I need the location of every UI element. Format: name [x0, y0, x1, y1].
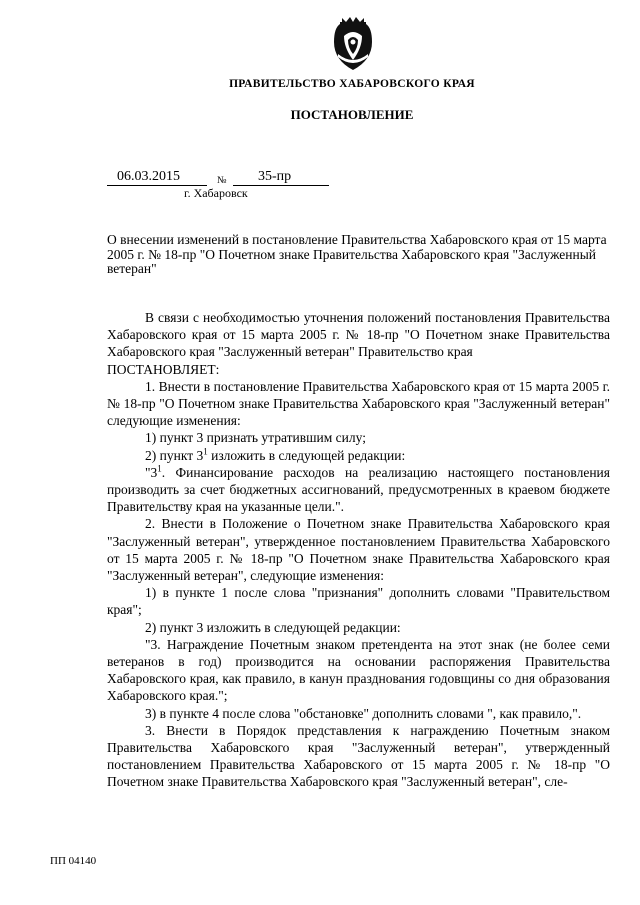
document-date: 06.03.2015 — [117, 169, 180, 184]
paragraph-2-item-2: 2) пункт 3 изложить в следующей редакции: — [145, 619, 401, 635]
document-subject: О внесении изменений в постановление Правительства Хабаровского края от 15 марта 2005 г. № 18-пр "О Почетном знаке Правительства Хабаровского края "Заслуженный ветеран" — [107, 232, 607, 276]
document-number: 35-пр — [258, 169, 292, 184]
paragraph-3: 3. Внести в Порядок представления к награждению Почетным знаком Правительства Хабаровского края "Заслуженный ветеран", утвержденный постановлением Правительства Хабаровского от 15 марта 2005 г. № 18-пр "О Почетном знаке Правительства Хабаровского края "Заслуженный ветеран", сле- — [107, 722, 610, 790]
coat-of-arms-emblem — [328, 14, 378, 74]
paragraph-1-quote: "$3^1$. Финансирование расходов на реализацию настоящего постановления производить за счет бюджетных ассигнований, предусмотренных в краевом бюджете Правительству края на указанные цели.". — [107, 463, 610, 515]
paragraph-2-quote: "3. Награждение Почетным знаком претендента на этот знак (не более семи ветеранов в год) производится на основании распоряжения Правительства Хабаровского края, как правило, в канун празднования годовщины со дня образования Хабаровского края."; — [107, 636, 610, 704]
city-label: г. Хабаровск — [184, 186, 248, 200]
number-field — [233, 169, 329, 186]
paragraph-1: 1. Внести в постановление Правительства Хабаровского края от 15 марта 2005 г. № 18-пр "О Почетном знаке Правительства Хабаровского края "Заслуженный ветеран" следующие изменения: — [107, 378, 610, 429]
resolves-heading: ПОСТАНОВЛЯЕТ: — [107, 361, 220, 377]
document-type: ПОСТАНОВЛЕНИЕ — [290, 107, 414, 122]
document-body — [107, 309, 610, 791]
document-code: ПП 04140 — [50, 855, 97, 867]
government-title: ПРАВИТЕЛЬСТВО ХАБАРОВСКОГО КРАЯ — [229, 78, 475, 90]
paragraph-1-item-1: 1) пункт 3 признать утратившим силу; — [145, 430, 366, 446]
paragraph-2-item-3: 3) в пункте 4 после слова "обстановке" дополнить словами ", как правило,". — [145, 705, 582, 721]
intro-paragraph: В связи с необходимостью уточнения положений постановления Правительства Хабаровского края от 15 марта 2005 г. № 18-пр "О Почетном знаке Правительства Хабаровского края "Заслуженный ветеран" Правительство края — [107, 310, 610, 360]
paragraph-1-item-2: 2) пункт $3^1$ изложить в следующей редакции: — [145, 446, 406, 463]
number-sign: № — [217, 175, 227, 186]
paragraph-2-item-1: 1) в пункте 1 после слова "признания" дополнить словами "Правительством края"; — [107, 585, 610, 618]
date-field — [107, 169, 207, 186]
paragraph-2: 2. Внести в Положение о Почетном знаке Правительства Хабаровского края "Заслуженный ветеран", утвержденное постановлением Правительства Хабаровского от 15 марта 2005 г. № 18-пр "О Почетном знаке Правительства Хабаровского края "Заслуженный ветеран", следующие изменения: — [107, 516, 610, 584]
